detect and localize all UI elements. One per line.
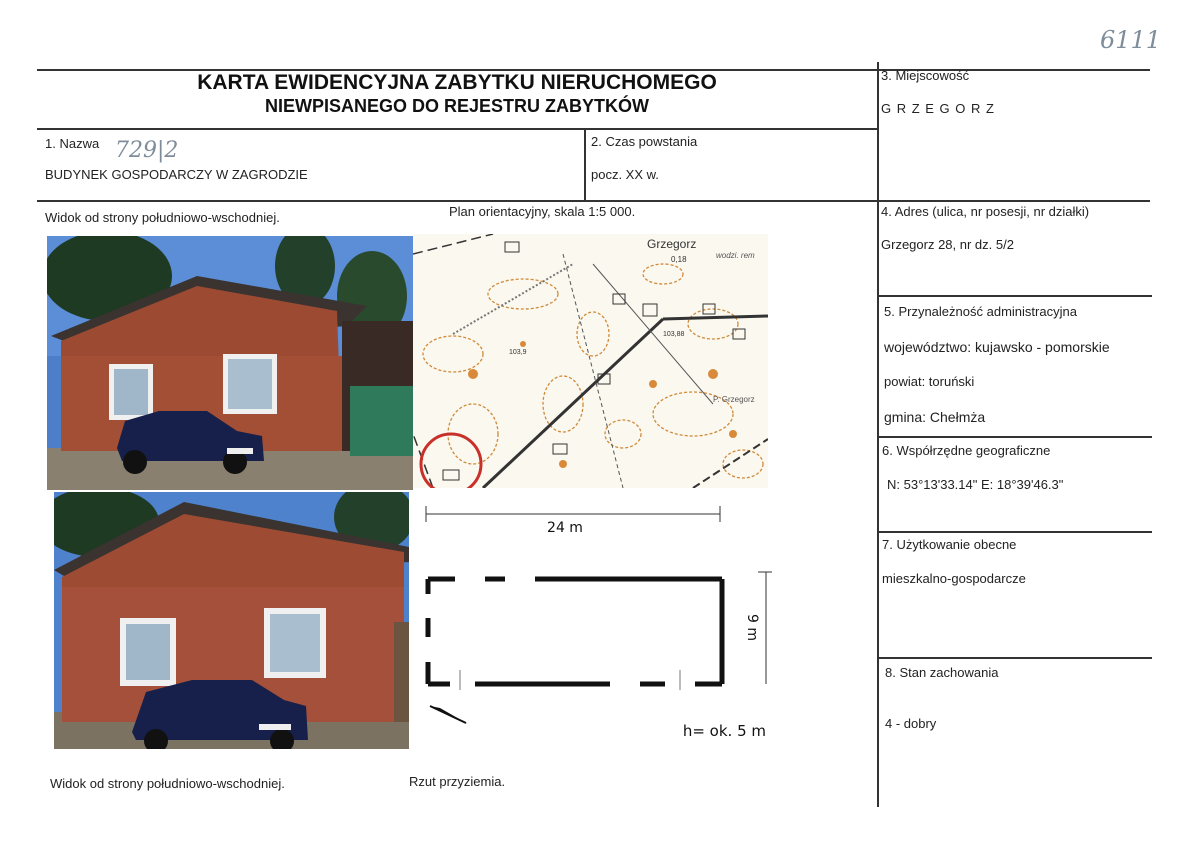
address-label: 4. Adres (ulica, nr posesji, nr działki) [881, 204, 1090, 219]
floor-plan [410, 492, 772, 744]
card-title-line1: KARTA EWIDENCYJNA ZABYTKU NIERUCHOMEGO [197, 71, 717, 94]
name-value: BUDYNEK GOSPODARCZY W ZAGRODZIE [45, 167, 308, 182]
photo-top-caption: Widok od strony południowo-wschodniej. [45, 210, 280, 225]
plan-height-label: h= ok. 5 m [682, 722, 766, 740]
handwritten-archive-number: 6111 [1100, 26, 1162, 54]
locality-value: G R Z E G O R Z [881, 101, 995, 116]
r6-border [877, 531, 1152, 533]
voivodeship-value: województwo: kujawsko - pomorskie [884, 339, 1110, 355]
name-label: 1. Nazwa [45, 136, 100, 151]
r5-border [877, 436, 1152, 438]
condition-label: 8. Stan zachowania [885, 665, 999, 680]
commune-value: gmina: Chełmża [884, 409, 986, 425]
map-caption: Plan orientacyjny, skala 1:5 000. [449, 204, 636, 219]
admin-label: 5. Przynależność administracyjna [884, 304, 1077, 319]
field-divider [584, 128, 586, 200]
locality-label: 3. Miejscowość [881, 68, 970, 83]
usage-value: mieszkalno-gospodarcze [882, 571, 1026, 586]
r4-border [877, 295, 1152, 297]
plan-depth-label: 9 m [744, 614, 760, 641]
date-label: 2. Czas powstania [591, 134, 698, 149]
title-bottom-border [37, 128, 877, 130]
building-photo-top [47, 236, 413, 490]
card-title-line2: NIEWPISANEGO DO REJESTRU ZABYTKÓW [264, 96, 650, 116]
date-value: pocz. XX w. [591, 167, 659, 182]
map-height3-label: 103,88 [663, 331, 685, 338]
plan-width-label: 24 m [547, 520, 583, 536]
plan-caption: Rzut przyziemia. [409, 774, 506, 789]
r7-border [877, 657, 1152, 659]
map-road-label: wodzi. rem [716, 251, 755, 260]
main-divider [877, 62, 879, 807]
map-height-label: 0,18 [671, 255, 687, 264]
coords-value: N: 53°13'33.14" E: 18°39'46.3" [887, 477, 1064, 492]
handwritten-number: 729|2 [115, 138, 179, 163]
map-place-label: P. Grzegorz [713, 395, 755, 404]
orientation-map [413, 234, 768, 488]
photo-bottom-caption: Widok od strony południowo-wschodniej. [50, 776, 285, 791]
address-value: Grzegorz 28, nr dz. 5/2 [881, 237, 1014, 252]
building-photo-bottom [54, 492, 409, 749]
condition-value: 4 - dobry [885, 716, 937, 731]
coords-label: 6. Współrzędne geograficzne [882, 443, 1051, 458]
map-village-label: Grzegorz [647, 237, 697, 251]
fields-bottom-border [37, 200, 1150, 202]
usage-label: 7. Użytkowanie obecne [882, 537, 1017, 552]
map-height2-label: 103,9 [509, 349, 527, 356]
county-value: powiat: toruński [884, 374, 975, 389]
